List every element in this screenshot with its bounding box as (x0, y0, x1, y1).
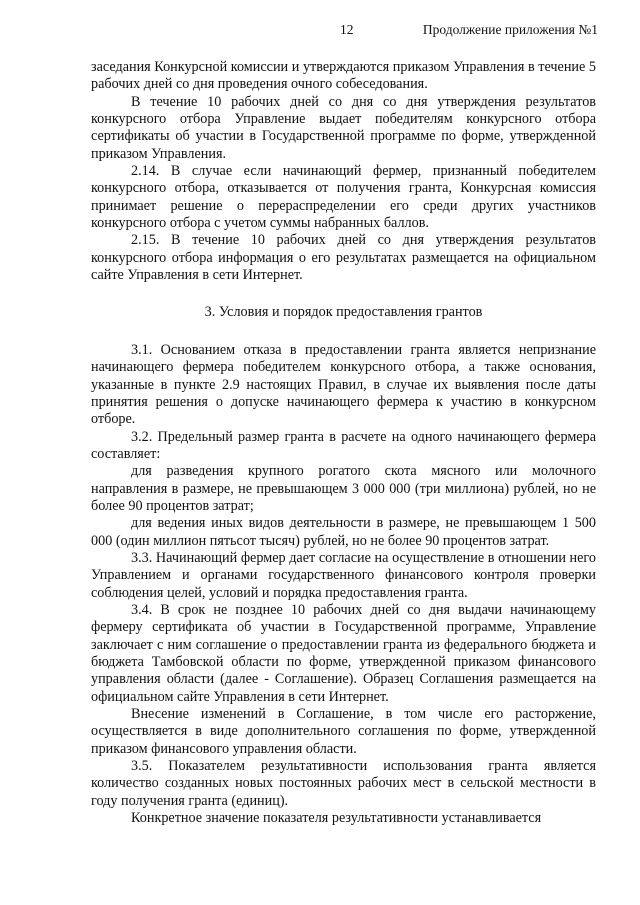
paragraph-3-4: 3.4. В срок не позднее 10 рабочих дней со дня выдачи начинающему фермеру сертификата об участии в Государственной программе, Управление заключает с ним соглашение о предоставлении гранта из федерального бюджета и бюджета Тамбовской области по форме, утвержденной приказом финансового управления области (далее - Соглашение). Образец Соглашения размещается на официальном сайте Управления в сети Интернет. (91, 601, 596, 705)
paragraph-3-3: 3.3. Начинающий фермер дает согласие на осуществление в отношении него Управлением и органами государственного финансового контроля проверки соблюдения целей, условий и порядка предоставления гранта. (91, 549, 596, 601)
document-body (91, 59, 596, 827)
paragraph-3-5: 3.5. Показателем результативности использования гранта является количество созданных новых постоянных рабочих мест в сельской местности в году получения гранта (единиц). (91, 758, 596, 809)
paragraph-3-2-other: для ведения иных видов деятельности в размере, не превышающем 1 500 000 (один миллион пятьсот тысяч) рублей, но не более 90 процентов затрат. (91, 515, 596, 549)
paragraph-continuation: заседания Конкурсной комиссии и утверждаются приказом Управления в течение 5 рабочих дней со дня проведения очного собеседования. (91, 59, 596, 93)
appendix-label: Продолжение приложения №1 (422, 22, 598, 37)
section-title: 3. Условия и порядок предоставления грантов (204, 304, 483, 321)
paragraph-certificates: В течение 10 рабочих дней со дня со дня утверждения результатов конкурсного отбора Управление выдает победителям конкурсного отбора сертификаты об участии в Государственной программе по форме, утвержденной приказом Управления. (91, 93, 596, 162)
page-number: 12 (340, 22, 354, 37)
paragraph-3-2: 3.2. Предельный размер гранта в расчете на одного начинающего фермера составляет: (91, 428, 596, 462)
paragraph-3-5-value: Конкретное значение показателя результативности устанавливается (131, 810, 542, 827)
page-header (0, 22, 640, 42)
paragraph-2-15: 2.15. В течение 10 рабочих дней со дня утверждения результатов конкурсного отбора информация о его результатах размещается на официальном сайте Управления в сети Интернет. (91, 232, 596, 284)
paragraph-3-4-amendments: Внесение изменений в Соглашение, в том числе его расторжение, осуществляется в виде дополнительного соглашения по форме, утвержденной приказом финансового управления области. (91, 706, 596, 757)
paragraph-2-14: 2.14. В случае если начинающий фермер, признанный победителем конкурсного отбора, отказывается от получения гранта, Конкурсная комиссия принимает решение о перераспределении его среди других участников конкурсного отбора с учетом суммы набранных баллов. (91, 163, 596, 232)
paragraph-3-1: 3.1. Основанием отказа в предоставлении гранта является непризнание начинающего фермера победителем конкурсного отбора, а также основания, указанные в пункте 2.9 настоящих Правил, в случае их выявления после даты принятия решения о допуске начинающего фермера к участию в конкурсном отборе. (91, 341, 596, 428)
paragraph-3-2-cattle: для разведения крупного рогатого скота мясного или молочного направления в размере, не превышающем 3 000 000 (три миллиона) рублей, но не более 90 процентов затрат; (91, 463, 596, 514)
